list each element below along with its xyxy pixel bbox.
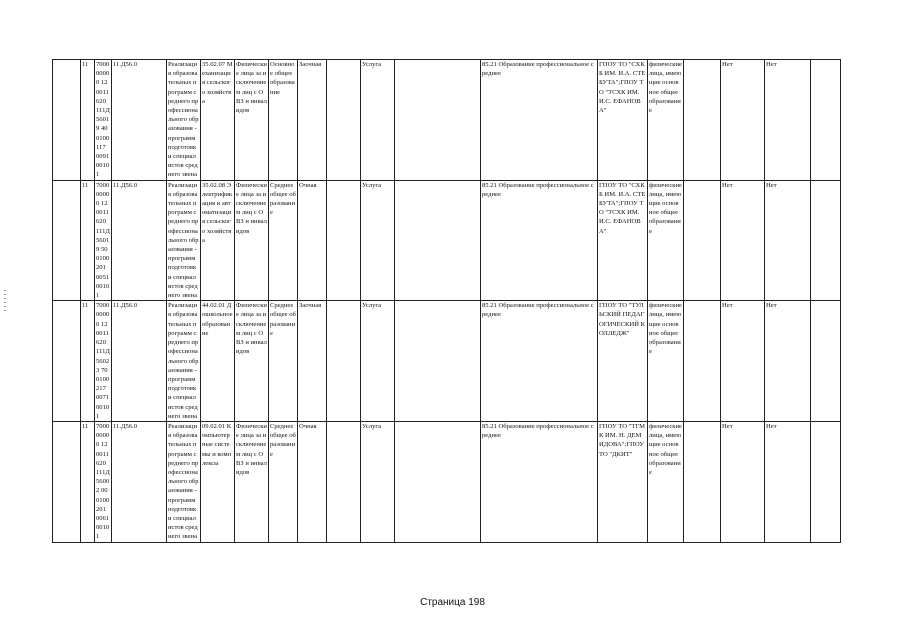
cell-study-form: Заочная — [298, 60, 327, 181]
cell-registry-code: 700000000 120011620 111Д56019 400100117 009100101 — [96, 61, 110, 179]
cell-registry-code: 700000000 120011620 111Д56023 700100217 007100101 — [96, 302, 110, 420]
cell-empty — [684, 301, 721, 422]
cell-education-base: Среднее общее образование — [269, 180, 298, 301]
cell-ugs-code: 11.Д56.0 — [112, 60, 167, 181]
cell-empty — [53, 180, 81, 301]
cell-service-name: Реализация образовательных программ среднего профессионального образования - программ подготовки специалистов среднего звена — [168, 61, 199, 179]
cell-service-name: Реализация образовательных программ среднего профессионального образования - программ подготовки специалистов среднего звена — [168, 302, 199, 420]
cell-study-form: Очная — [298, 421, 327, 542]
cell-registry-code: 700000000 120011620 111Д56019 500100201 005100101 — [96, 181, 110, 300]
cell-row-number: 11 — [81, 60, 95, 181]
cell-consumer-category: Физические лица за исключением лиц с ОВЗ и инвалидов — [235, 60, 269, 181]
cell-empty — [684, 60, 721, 181]
cell-empty — [811, 421, 841, 542]
cell-row-number: 11 — [81, 421, 95, 542]
cell-empty — [395, 301, 481, 422]
cell-empty — [684, 180, 721, 301]
cell-empty — [327, 180, 361, 301]
cell-specialty: 09.02.01 Компьютерные системы и комплексы — [201, 421, 235, 542]
cell-okved: 85.21 Образование профессиональное среднее — [481, 60, 598, 181]
cell-empty — [395, 421, 481, 542]
cell-specialty: 35.02.07 Механизация сельского хозяйства — [201, 60, 235, 181]
page-number: Страница 198 — [420, 597, 485, 608]
cell-service-type: Услуга — [361, 180, 395, 301]
cell-consumers: физические лица, имеющие основное общее образование — [648, 421, 684, 542]
cell-organizations: ГПОУ ТО "СХКБ ИМ. И.А. СТЕБУТА";ГПОУ ТО "ТСХК ИМ. И.С. ЕФАНОВА" — [598, 60, 648, 181]
cell-empty — [684, 421, 721, 542]
cell-organizations: ГПОУ ТО "ТУЛЬСКИЙ ПЕДАГОГИЧЕСКИЙ КОЛЛЕДЖ" — [598, 301, 648, 422]
cell-flag-2: Нет — [765, 60, 811, 181]
cell-flag-2: Нет — [765, 301, 811, 422]
cell-flag-2: Нет — [765, 180, 811, 301]
cell-consumer-category: Физические лица за исключением лиц с ОВЗ и инвалидов — [235, 180, 269, 301]
cell-service-name: Реализация образовательных программ среднего профессионального образования - программ подготовки специалистов среднего звена — [168, 422, 199, 541]
cell-flag-2: Нет — [765, 421, 811, 542]
cell-service-type: Услуга — [361, 301, 395, 422]
cell-row-number: 11 — [81, 180, 95, 301]
cell-registry-code: 700000000 120011620 111Д56002 000100201 006100101 — [96, 422, 110, 541]
cell-empty — [53, 60, 81, 181]
cell-okved: 85.21 Образование профессиональное среднее — [481, 301, 598, 422]
cell-okved: 85.21 Образование профессиональное среднее — [481, 421, 598, 542]
cell-consumers: физические лица, имеющие основное общее образование — [648, 60, 684, 181]
cell-education-base: Основное общее образование — [269, 60, 298, 181]
cell-empty — [811, 60, 841, 181]
cell-ugs-code: 11.Д56.0 — [112, 180, 167, 301]
cell-specialty: 44.02.01 Дошкольное образование — [201, 301, 235, 422]
cell-consumer-category: Физические лица за исключением лиц с ОВЗ и инвалидов — [235, 301, 269, 422]
cell-empty — [395, 180, 481, 301]
cell-empty — [811, 180, 841, 301]
cell-empty — [327, 60, 361, 181]
cell-flag-1: Нет — [721, 301, 765, 422]
cell-service-type: Услуга — [361, 421, 395, 542]
table-row — [53, 421, 841, 542]
cell-empty — [395, 60, 481, 181]
table-row — [53, 60, 841, 181]
cell-flag-1: Нет — [721, 60, 765, 181]
cell-service-type: Услуга — [361, 60, 395, 181]
cell-study-form: Заочная — [298, 301, 327, 422]
cell-consumers: физические лица, имеющие основное общее образование — [648, 180, 684, 301]
cell-service-name: Реализация образовательных программ среднего профессионального образования - программ подготовки специалистов среднего звена — [168, 181, 199, 300]
cell-empty — [53, 421, 81, 542]
cell-study-form: Очная — [298, 180, 327, 301]
cell-row-number: 11 — [81, 301, 95, 422]
scan-edge-marks — [4, 290, 6, 314]
cell-specialty: 35.02.08 Электрификация и автоматизация сельского хозяйства — [201, 180, 235, 301]
cell-empty — [327, 421, 361, 542]
cell-ugs-code: 11.Д56.0 — [112, 301, 167, 422]
cell-organizations: ГПОУ ТО "СХКБ ИМ. И.А. СТЕБУТА";ГПОУ ТО "ТСХК ИМ. И.С. ЕФАНОВА" — [598, 180, 648, 301]
cell-okved: 85.21 Образование профессиональное среднее — [481, 180, 598, 301]
cell-ugs-code: 11.Д56.0 — [112, 421, 167, 542]
cell-education-base: Среднее общее образование — [269, 301, 298, 422]
cell-consumer-category: Физические лица за исключением лиц с ОВЗ и инвалидов — [235, 421, 269, 542]
cell-empty — [53, 301, 81, 422]
table-row — [53, 180, 841, 301]
cell-flag-1: Нет — [721, 180, 765, 301]
cell-flag-1: Нет — [721, 421, 765, 542]
cell-organizations: ГПОУ ТО "ТГМК ИМ. Н. ДЕМИДОВА";ГПОУ ТО "ДКИТ" — [598, 421, 648, 542]
cell-empty — [327, 301, 361, 422]
registry-table — [52, 59, 841, 543]
cell-empty — [811, 301, 841, 422]
table-row — [53, 301, 841, 422]
cell-consumers: физические лица, имеющие основное общее образование — [648, 301, 684, 422]
cell-education-base: Среднее общее образование — [269, 421, 298, 542]
